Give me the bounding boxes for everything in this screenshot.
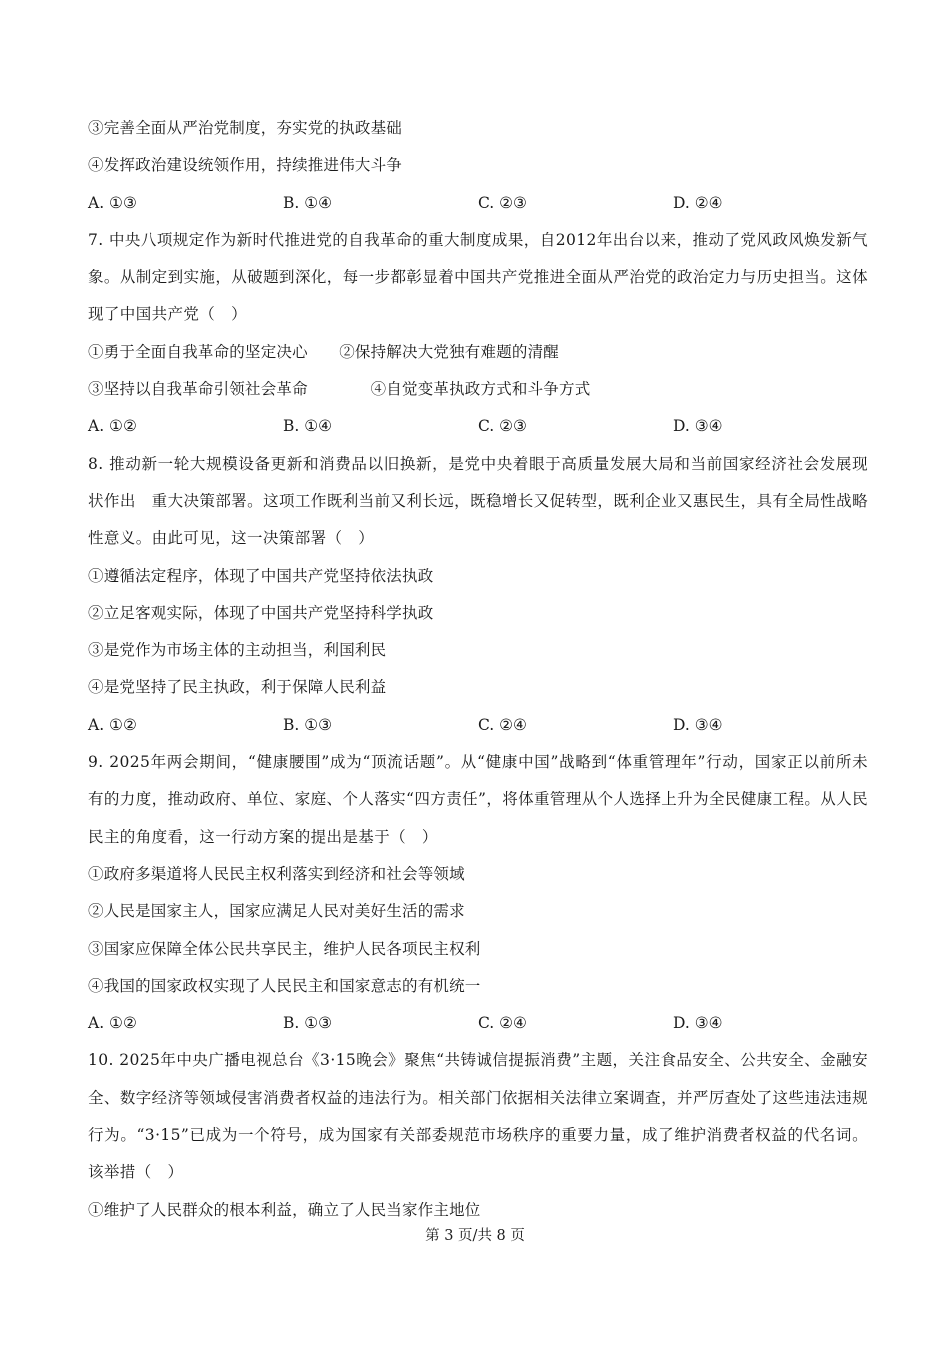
q9-stem: 9. 2025年两会期间，“健康腰围”成为“顶流话题”。从“健康中国”战略到“体重管理年”行动，国家正以前所未有的力度，推动政府、单位、家庭、个人落实“四方责任”，将体重管理从个人选择上升为全民健康工程。从人民民主的角度看，这一行动方案的提出是基于（ ） [88,753,868,846]
q10-stem: 10. 2025年中央广播电视总台《3·15晚会》聚焦“共铸诚信提振消费”主题，关注食品安全、公共安全、金融安全、数字经济等领域侵害消费者权益的违法行为。相关部门依据相关法律立案调查，并严厉查处了这些违法违规行为。“3·15”已成为一个符号，成为国家有关部委规范市场秩序的重要力量，成了维护消费者权益的代名词。该举措（ ） [88,1051,868,1182]
q8-option-2: ②立足客观实际，体现了中国共产党坚持科学执政 [88,603,434,622]
q8-choices [88,707,868,744]
q8-choice-a: A. ①② [88,715,137,734]
q6-choice-c: C. ②③ [478,193,527,212]
q6-choice-b: B. ①④ [283,193,333,212]
q7-choices [88,408,868,445]
q6-option-4: ④发挥政治建设统领作用，持续推进伟大斗争 [88,156,403,175]
q7-choice-c: C. ②③ [478,417,527,436]
q7-choice-d: D. ③④ [673,417,723,436]
page-number-footer: 第 3 页/共 8 页 [425,1228,525,1244]
q8-option-1: ①遵循法定程序，体现了中国共产党坚持依法执政 [88,566,434,585]
q9-choice-b: B. ①③ [283,1014,333,1033]
q7-choice-a: A. ①② [88,417,137,436]
q7-options-row-2: ③坚持以自我革命引领社会革命 ④自觉变革执政方式和斗争方式 [88,380,591,399]
q9-option-2: ②人民是国家主人，国家应满足人民对美好生活的需求 [88,902,465,921]
q7-stem: 7. 中央八项规定作为新时代推进党的自我革命的重大制度成果，自2012年出台以来，推动了党风政风焕发新气象。从制定到实施，从破题到深化，每一步都彰显着中国共产党推进全面从严治党的政治定力与历史担当。这体现了中国共产党（ ） [88,230,868,324]
q9-option-3: ③国家应保障全体公民共享民主，维护人民各项民主权利 [88,939,481,958]
q7-options-row-1: ①勇于全面自我革命的坚定决心 ②保持解决大党独有难题的清醒 [88,342,560,361]
q9-option-4: ④我国的国家政权实现了人民民主和国家意志的有机统一 [88,976,481,995]
q9-option-1: ①政府多渠道将人民民主权利落实到经济和社会等领域 [88,864,465,883]
q7-choice-b: B. ①④ [283,417,333,436]
q8-stem: 8. 推动新一轮大规模设备更新和消费品以旧换新，是党中央着眼于高质量发展大局和当前国家经济社会发展现状作出 重大决策部署。这项工作既利当前又利长远，既稳增长又促转型，既利企业又惠民生，具有全局性战略性意义。由此可见，这一决策部署（ ） [88,454,868,548]
q8-option-4: ④是党坚持了民主执政，利于保障人民利益 [88,678,387,697]
q10-option-1: ①维护了人民群众的根本利益，确立了人民当家作主地位 [88,1200,481,1219]
exam-page-body [88,110,868,1229]
q9-choice-c: C. ②④ [478,1014,527,1033]
q8-choice-c: C. ②④ [478,715,527,734]
q6-choice-d: D. ②④ [673,193,723,212]
q9-choice-a: A. ①② [88,1014,137,1033]
q8-choice-d: D. ③④ [673,715,723,734]
q9-choices [88,1005,868,1042]
q8-option-3: ③是党作为市场主体的主动担当，利国利民 [88,641,387,660]
q6-choice-a: A. ①③ [88,193,137,212]
q8-choice-b: B. ①③ [283,715,333,734]
q6-choices [88,185,868,222]
q9-choice-d: D. ③④ [673,1014,723,1033]
q6-option-3: ③完善全面从严治党制度，夯实党的执政基础 [88,119,403,137]
